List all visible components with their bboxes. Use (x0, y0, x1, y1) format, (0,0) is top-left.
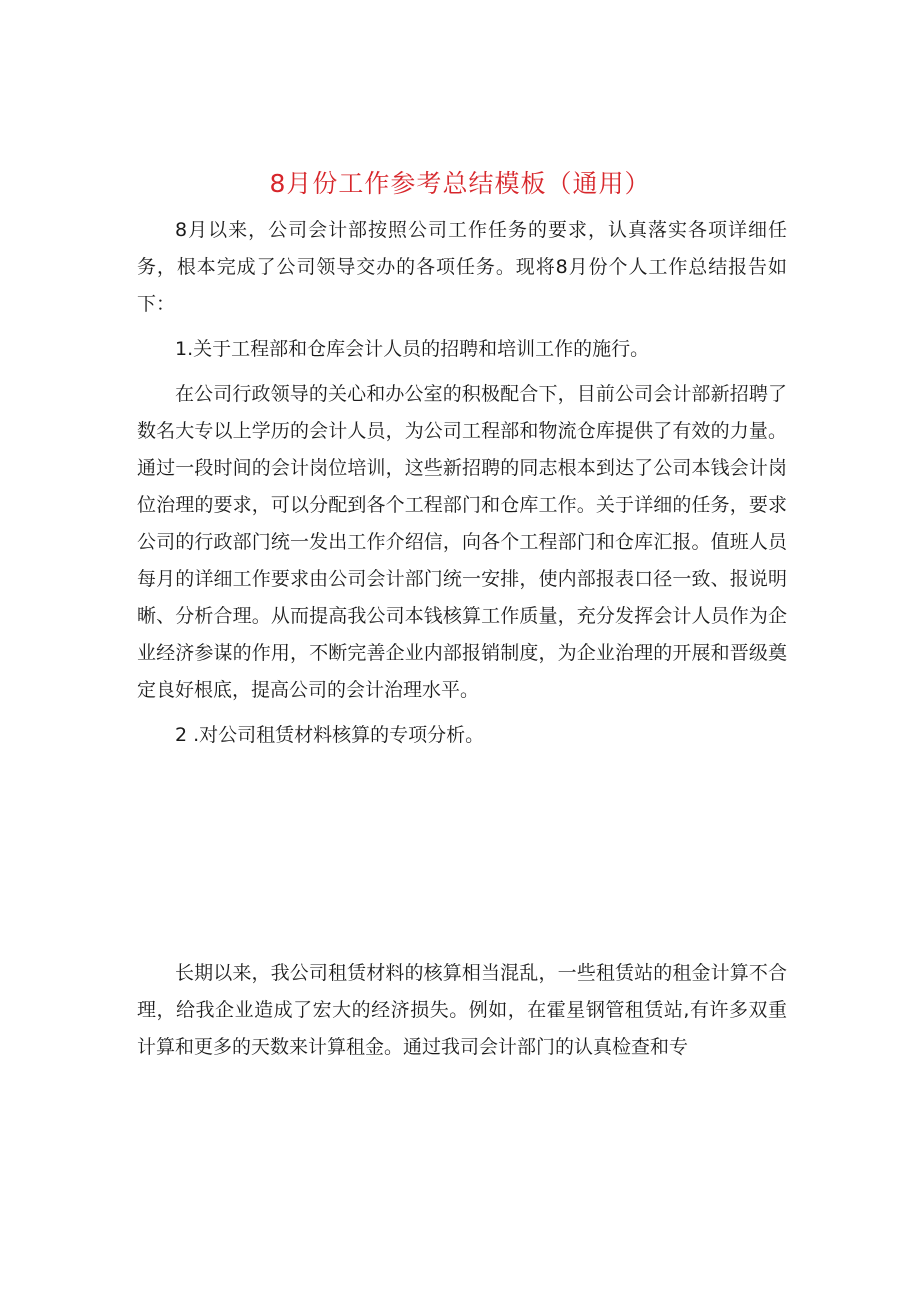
paragraph-section-1: 在公司行政领导的关心和办公室的积极配合下，目前公司会计部新招聘了数名大专以上学历的会计人员，为公司工程部和物流仓库提供了有效的力量。通过一段时间的会计岗位培训，这些新招聘的同志根本到达了公司本钱会计岗位治理的要求，可以分配到各个工程部门和仓库工作。关于详细的任务，要求公司的行政部门统一发出工作介绍信，向各个工程部门和仓库汇报。值班人员每月的详细工作要求由公司会计部门统一安排，使内部报表口径一致、报说明晰、分析合理。从而提高我公司本钱核算工作质量，充分发挥会计人员作为企业经济参谋的作用，不断完善企业内部报销制度，为企业治理的开展和晋级奠定良好根底，提高公司的会计治理水平。 (137, 383, 787, 701)
paragraph-intro: 8月以来，公司会计部按照公司工作任务的要求，认真落实各项详细任务，根本完成了公司领导交办的各项任务。现将8月份个人工作总结报告如下： (137, 219, 787, 315)
paragraph-gap (137, 709, 787, 717)
paragraph-gap (137, 368, 787, 376)
paragraph-section-2: 长期以来，我公司租赁材料的核算相当混乱，一些租赁站的租金计算不合理，给我企业造成了宏大的经济损失。例如，在霍星钢管租赁站,有许多双重计算和更多的天数来计算租金。通过我司会计部门的认真检查和专 (137, 962, 787, 1058)
paragraph-gap (137, 323, 787, 331)
document-body-bottom (137, 955, 787, 1066)
document-body-top (137, 212, 787, 754)
section-heading-1: 1.关于工程部和仓库会计人员的招聘和培训工作的施行。 (175, 338, 650, 360)
section-heading-2: 2 .对公司租赁材料核算的专项分析。 (175, 724, 485, 746)
document-title: 8月份工作参考总结模板（通用） (269, 169, 651, 198)
